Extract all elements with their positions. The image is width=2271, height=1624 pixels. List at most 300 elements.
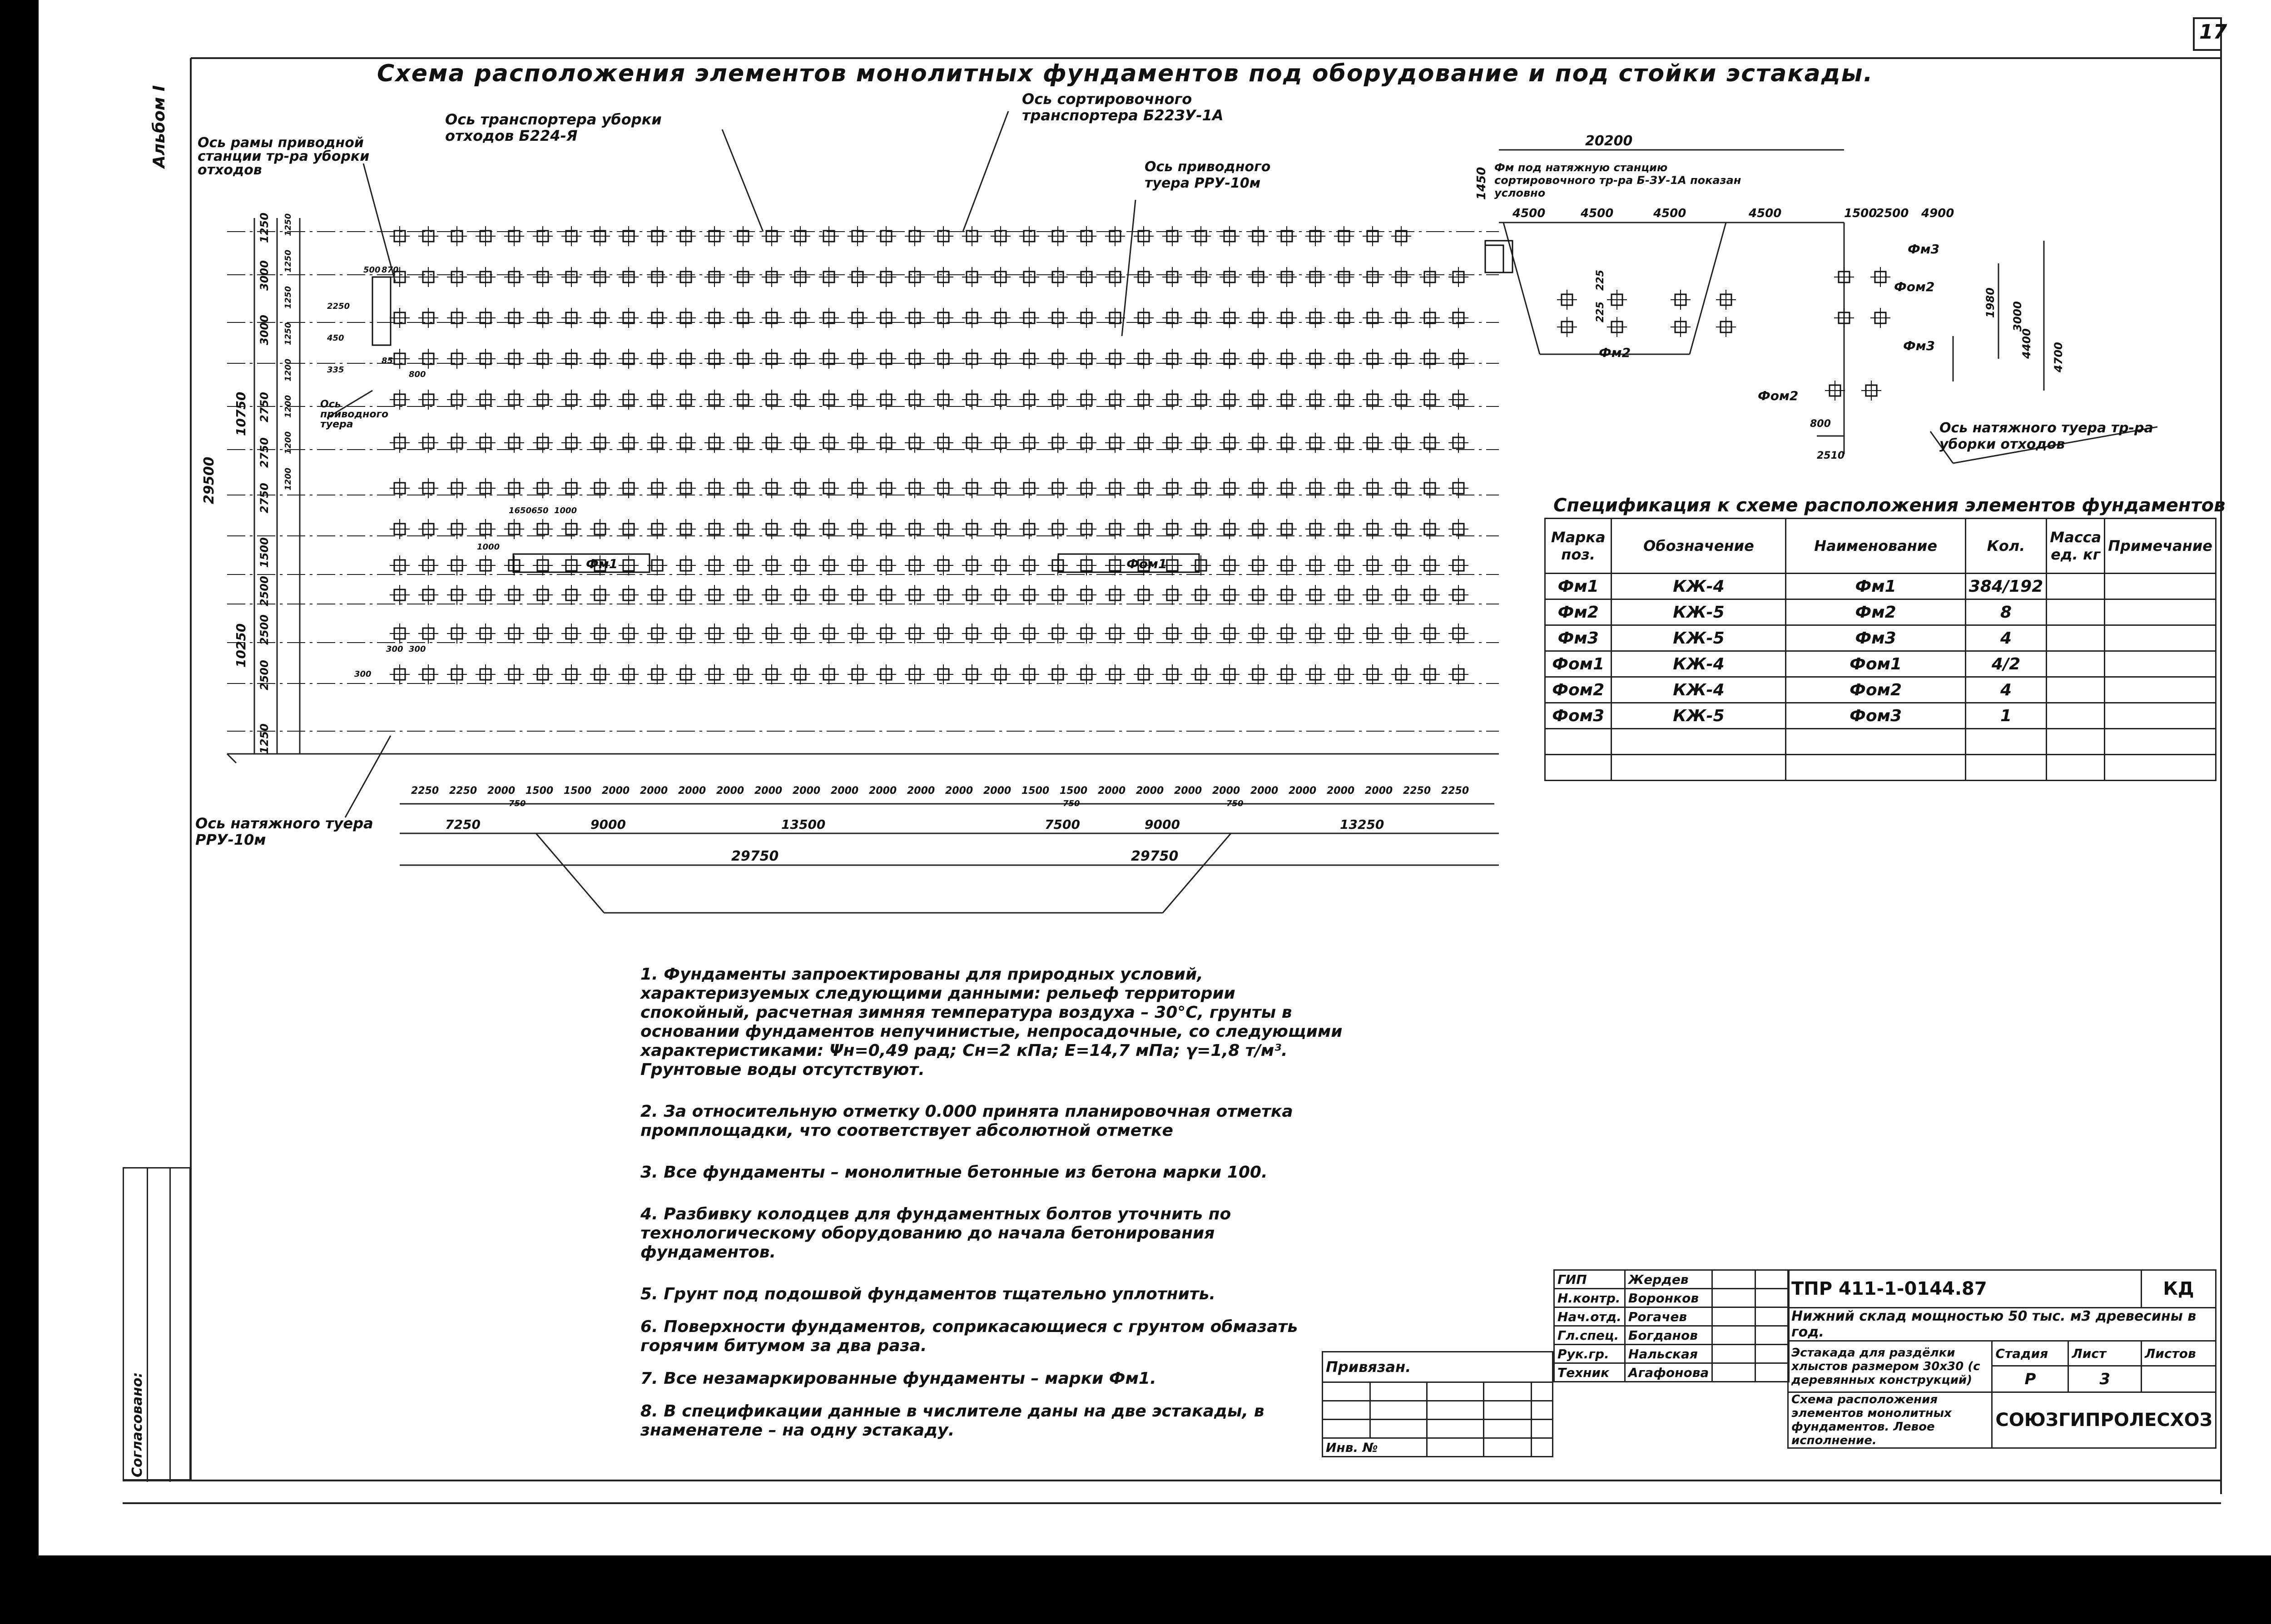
foundation-pier xyxy=(1448,664,1468,684)
foundation-pier xyxy=(933,624,953,644)
foundation-pier xyxy=(762,624,782,644)
foundation-pier xyxy=(1162,585,1182,605)
foundation-pier xyxy=(733,267,753,287)
spec-cell-note xyxy=(2105,651,2216,677)
foundation-pier xyxy=(1391,585,1411,605)
spec-row xyxy=(1545,729,2216,755)
stamp-bound: Привязан. xyxy=(1323,1352,1553,1382)
foundation-pier xyxy=(933,267,953,287)
foundation-pier xyxy=(447,308,467,328)
dim-top: 2500 xyxy=(1876,207,1909,220)
label-tension-station-note: Фм под натяжную станцию сортировочного тр-ра Б-ЗУ-1А показан условно xyxy=(1494,161,1741,199)
foundation-pier xyxy=(790,585,810,605)
foundation-pier xyxy=(819,555,839,575)
foundation-pier xyxy=(561,267,581,287)
foundation-pier xyxy=(1248,226,1268,246)
foundation-pier xyxy=(447,624,467,644)
foundation-pier xyxy=(676,226,696,246)
dim-misc: 500 xyxy=(363,265,381,275)
dim-bottom-row: 2000 xyxy=(1250,785,1279,797)
foundation-pier xyxy=(1048,624,1068,644)
spec-cell-name: Фом2 xyxy=(1786,677,1965,703)
dim-bottom-row: 2000 xyxy=(640,785,668,797)
foundation-pier xyxy=(504,267,524,287)
spec-header-mark: Марка поз. xyxy=(1545,519,1612,574)
spec-cell-note xyxy=(2105,625,2216,651)
foundation-pier xyxy=(533,664,553,684)
dim-bottom-row: 2000 xyxy=(831,785,859,797)
foundation-pier xyxy=(876,664,896,684)
stamp-sheet-title: Схема расположения элементов монолитных фундаментов. Левое исполнение. xyxy=(1788,1392,1992,1448)
dim-left-inner: 2750 xyxy=(258,392,271,422)
dim-left-inner: 2750 xyxy=(258,437,271,468)
foundation-pier xyxy=(1019,624,1039,644)
large-foundation xyxy=(1485,245,1503,272)
dim-left-inner: 1250 xyxy=(258,723,271,754)
foundation-pier xyxy=(762,267,782,287)
foundation-pier xyxy=(819,226,839,246)
dim-bottom-row: 2000 xyxy=(602,785,630,797)
dim-bottom-mid: 13500 xyxy=(781,817,826,832)
spec-cell-designation: КЖ-5 xyxy=(1612,703,1786,729)
dim-bottom-mid: 9000 xyxy=(1145,817,1180,832)
spec-cell-designation: КЖ-5 xyxy=(1612,599,1786,625)
foundation-pier xyxy=(1134,585,1154,605)
foundation-pier xyxy=(1277,624,1297,644)
label-drive-tuer-small: Ось приводного туера xyxy=(320,399,389,430)
foundation-pier xyxy=(790,555,810,575)
foundation-pier xyxy=(476,349,496,369)
foundation-pier xyxy=(1248,624,1268,644)
dim-top: 4500 xyxy=(1581,207,1614,220)
dim-bottom-row: 2250 xyxy=(1403,785,1431,797)
spec-cell-qty: 4 xyxy=(1965,625,2046,651)
stamp-date xyxy=(1755,1307,1789,1326)
foundation-pier xyxy=(1305,624,1325,644)
dim-left-inner: 1500 xyxy=(258,537,271,568)
foundation-pier xyxy=(476,585,496,605)
tension-pier xyxy=(1870,267,1890,287)
spec-cell-mark xyxy=(1545,729,1612,755)
tension-pier xyxy=(1716,317,1736,337)
stamp-subject: Эстакада для раздёлки хлыстов размером 30х30 (с деревянных конструкций) xyxy=(1788,1341,1992,1392)
foundation-pier xyxy=(504,308,524,328)
spec-header-row xyxy=(1545,519,2216,574)
foundation-pier xyxy=(1277,664,1297,684)
foundation-pier xyxy=(1220,664,1240,684)
note-3: 3. Все фундаменты – монолитные бетонные из бетона марки 100. xyxy=(640,1163,1268,1182)
foundation-pier xyxy=(1420,349,1440,369)
foundation-pier xyxy=(1076,585,1096,605)
label-drive-frame-axis: Ось рамы приводной станции тр-ра уборки отходов xyxy=(198,135,370,178)
foundation-pier xyxy=(1391,226,1411,246)
dim-bottom-row: 2000 xyxy=(716,785,744,797)
foundation-pier xyxy=(1134,308,1154,328)
stamp-person-row xyxy=(1554,1326,1789,1345)
foundation-pier xyxy=(390,555,410,575)
foundation-pier xyxy=(1162,624,1182,644)
foundation-pier xyxy=(1363,585,1383,605)
foundation-pier xyxy=(733,308,753,328)
foundation-pier xyxy=(1334,555,1354,575)
spec-header-name: Наименование xyxy=(1786,519,1965,574)
spec-cell-name: Фм3 xyxy=(1786,625,1965,651)
foundation-pier xyxy=(418,664,438,684)
foundation-pier xyxy=(1248,267,1268,287)
dim-bottom-row: 1500 xyxy=(564,785,592,797)
dim-left-fine: 1200 xyxy=(283,467,293,490)
dim-bottom-total: 29750 xyxy=(1131,848,1179,864)
foundation-pier xyxy=(647,226,667,246)
foundation-pier xyxy=(848,555,868,575)
stamp-date xyxy=(1755,1363,1789,1382)
foundation-pier xyxy=(762,308,782,328)
foundation-pier xyxy=(1334,624,1354,644)
stamp-sheet-label: Лист xyxy=(2068,1341,2142,1366)
foundation-pier xyxy=(1334,226,1354,246)
dim-misc: 870 xyxy=(382,265,399,275)
stamp-name: Богданов xyxy=(1625,1326,1712,1345)
tension-pier xyxy=(1557,290,1577,310)
foundation-pier xyxy=(1277,585,1297,605)
foundation-pier xyxy=(1191,585,1211,605)
spec-cell-name xyxy=(1786,755,1965,781)
foundation-pier xyxy=(1448,308,1468,328)
foundation-pier xyxy=(1019,664,1039,684)
foundation-pier xyxy=(1248,555,1268,575)
foundation-pier xyxy=(762,349,782,369)
foundation-pier xyxy=(1105,308,1125,328)
foundation-pier xyxy=(590,267,610,287)
dim-left-inner: 1250 xyxy=(258,213,271,243)
foundation-pier xyxy=(876,624,896,644)
stamp-date xyxy=(1755,1345,1789,1363)
foundation-pier xyxy=(962,349,982,369)
foundation-pier xyxy=(533,267,553,287)
foundation-pier xyxy=(676,624,696,644)
spec-row xyxy=(1545,755,2216,781)
spec-cell-qty xyxy=(1965,729,2046,755)
stamp-date xyxy=(1755,1326,1789,1345)
foundation-pier xyxy=(1448,349,1468,369)
foundation-pier xyxy=(647,267,667,287)
stamp-person-row xyxy=(1554,1270,1789,1289)
spec-cell-mass xyxy=(2047,755,2105,781)
dim-bottom-row: 2000 xyxy=(907,785,935,797)
side-stamp xyxy=(123,1167,191,1480)
foundation-pier xyxy=(533,585,553,605)
foundation-pier xyxy=(991,555,1011,575)
foundation-pier xyxy=(819,349,839,369)
foundation-pier xyxy=(905,226,925,246)
foundation-pier xyxy=(1048,308,1068,328)
dim-top: 4500 xyxy=(1749,207,1782,220)
foundation-pier xyxy=(1191,624,1211,644)
foundation-pier xyxy=(533,624,553,644)
foundation-pier xyxy=(476,267,496,287)
foundation-pier xyxy=(848,585,868,605)
spec-cell-designation: КЖ-4 xyxy=(1612,677,1786,703)
dim-misc: 85 xyxy=(382,356,393,366)
stamp-signature xyxy=(1712,1326,1755,1345)
foundation-pier xyxy=(676,555,696,575)
foundation-pier xyxy=(790,267,810,287)
foundation-pier xyxy=(1048,349,1068,369)
spec-row xyxy=(1545,677,2216,703)
foundation-pier xyxy=(1019,555,1039,575)
foundation-pier xyxy=(704,555,724,575)
dim-bottom-total: 29750 xyxy=(731,848,779,864)
dim-misc: 750 xyxy=(1226,799,1244,808)
stamp-name: Воронков xyxy=(1625,1289,1712,1307)
stamp-mark: КД xyxy=(2142,1270,2216,1308)
tension-pier xyxy=(1825,381,1845,401)
spec-cell-name: Фом3 xyxy=(1786,703,1965,729)
stamp-name: Жердев xyxy=(1625,1270,1712,1289)
tension-pier xyxy=(1671,317,1691,337)
spec-cell-mass xyxy=(2047,703,2105,729)
spec-cell-designation: КЖ-4 xyxy=(1612,574,1786,599)
mark-fm1-a: Фм1 xyxy=(586,556,618,571)
dim-misc: 1650 xyxy=(509,506,532,515)
dim-left-outer: 29500 xyxy=(201,456,217,504)
dim-left-fine: 1200 xyxy=(283,395,293,418)
spec-cell-mass xyxy=(2047,729,2105,755)
foundation-pier xyxy=(1277,349,1297,369)
mark-fm3-b: Фм3 xyxy=(1903,338,1935,353)
foundation-pier xyxy=(476,664,496,684)
foundation-pier xyxy=(504,349,524,369)
foundation-pier xyxy=(790,349,810,369)
dim-left-fine: 1200 xyxy=(283,358,293,381)
foundation-pier xyxy=(1162,664,1182,684)
foundation-pier xyxy=(1277,267,1297,287)
foundation-pier xyxy=(991,585,1011,605)
foundation-pier xyxy=(733,664,753,684)
note-4: 4. Разбивку колодцев для фундаментных болтов уточнить по технологическому оборудованию до начала бетонирования фундаментов. xyxy=(640,1205,1231,1262)
spec-cell-name xyxy=(1786,729,1965,755)
foundation-pier xyxy=(619,624,639,644)
foundation-pier xyxy=(1277,308,1297,328)
foundation-pier xyxy=(476,555,496,575)
foundation-pier xyxy=(533,226,553,246)
sheet-number: 17 xyxy=(2199,20,2227,44)
foundation-pier xyxy=(819,267,839,287)
stamp-signature xyxy=(1712,1307,1755,1326)
foundation-pier xyxy=(762,555,782,575)
foundation-pier xyxy=(1048,267,1068,287)
foundation-pier xyxy=(1220,226,1240,246)
foundation-pier xyxy=(1391,308,1411,328)
foundation-pier xyxy=(1048,664,1068,684)
dim-bottom-row: 2000 xyxy=(1289,785,1317,797)
mark-fom1-b: Фом1 xyxy=(1126,556,1167,571)
dim-top: 4500 xyxy=(1653,207,1686,220)
foundation-pier xyxy=(561,226,581,246)
foundation-pier xyxy=(1134,664,1154,684)
foundation-pier xyxy=(933,308,953,328)
foundation-pier xyxy=(848,308,868,328)
dim-left-fine: 1200 xyxy=(283,431,293,454)
foundation-pier xyxy=(704,349,724,369)
spec-cell-qty: 1 xyxy=(1965,703,2046,729)
foundation-pier xyxy=(762,585,782,605)
mark-fom2-a: Фом2 xyxy=(1894,279,1935,294)
foundation-pier xyxy=(1105,226,1125,246)
foundation-pier xyxy=(1220,267,1240,287)
foundation-pier xyxy=(1420,555,1440,575)
spec-row xyxy=(1545,574,2216,599)
dim-left-inner: 2500 xyxy=(258,660,271,690)
foundation-pier xyxy=(1162,226,1182,246)
foundation-pier xyxy=(704,267,724,287)
foundation-pier xyxy=(704,308,724,328)
stamp-role: Техник xyxy=(1554,1363,1625,1382)
foundation-pier xyxy=(1105,349,1125,369)
foundation-pier xyxy=(933,349,953,369)
dim-right-vert: 4700 xyxy=(2052,342,2065,372)
foundation-pier xyxy=(1391,267,1411,287)
foundation-pier xyxy=(1391,664,1411,684)
spec-cell-mark xyxy=(1545,755,1612,781)
spec-cell-qty: 384/192 xyxy=(1965,574,2046,599)
stamp-person-row xyxy=(1554,1307,1789,1326)
foundation-pier xyxy=(1363,267,1383,287)
mark-fm3-a: Фм3 xyxy=(1908,242,1940,257)
foundation-pier xyxy=(647,585,667,605)
dim-bottom-row: 2250 xyxy=(411,785,439,797)
foundation-pier xyxy=(418,585,438,605)
foundation-pier xyxy=(1048,585,1068,605)
dim-bottom-row: 2000 xyxy=(1327,785,1355,797)
foundation-pier xyxy=(1363,308,1383,328)
foundation-pier xyxy=(819,308,839,328)
tension-pier xyxy=(1607,317,1627,337)
foundation-pier xyxy=(418,624,438,644)
note-1: 1. Фундаменты запроектированы для природных условий, характеризуемых следующими данными: рельеф территории спокойный, расчетная зимняя температура воздуха – 30°С, грунты в основании фундаментов непучинистые, непросадочные, со следующими характеристиками: Ψн=0,49 рад; Сн=2 кПа; Е=14,7 мПа; γ=1,8 т/м³. Грунтовые воды отсутствуют. xyxy=(640,965,1343,1079)
foundation-pier xyxy=(561,664,581,684)
foundation-pier xyxy=(876,267,896,287)
spec-cell-name: Фом1 xyxy=(1786,651,1965,677)
foundation-pier xyxy=(991,226,1011,246)
foundation-pier xyxy=(590,226,610,246)
note-2: 2. За относительную отметку 0.000 принята планировочная отметка промплощадки, что соответствует абсолютной отметке xyxy=(640,1102,1293,1140)
spec-cell-note xyxy=(2105,574,2216,599)
foundation-pier xyxy=(647,308,667,328)
foundation-pier xyxy=(1105,664,1125,684)
spec-title: Спецификация к схеме расположения элементов фундаментов xyxy=(1553,495,2226,516)
label-drive-tuer-axis: Ось приводного туера РРУ-10м xyxy=(1145,159,1271,191)
dim-misc: 450 xyxy=(327,333,344,343)
foundation-pier xyxy=(590,585,610,605)
foundation-pier xyxy=(876,349,896,369)
foundation-pier xyxy=(1162,349,1182,369)
foundation-pier xyxy=(1248,349,1268,369)
dim-bottom-row: 2000 xyxy=(793,785,821,797)
dim-bottom-mid: 7250 xyxy=(445,817,481,832)
tension-pier xyxy=(1607,290,1627,310)
spec-cell-mark: Фм3 xyxy=(1545,625,1612,651)
foundation-pier xyxy=(1305,664,1325,684)
foundation-pier xyxy=(1134,349,1154,369)
stamp-date xyxy=(1755,1270,1789,1289)
tension-pier xyxy=(1834,267,1854,287)
note-8: 8. В спецификации данные в числителе даны на две эстакады, в знаменателе – на одну эстакаду. xyxy=(640,1402,1264,1440)
foundation-pier xyxy=(1420,308,1440,328)
dim-left-fine: 1250 xyxy=(283,286,293,309)
foundation-pier xyxy=(991,624,1011,644)
foundation-pier xyxy=(962,308,982,328)
dim-top-total: 20200 xyxy=(1585,133,1633,149)
foundation-pier xyxy=(733,226,753,246)
spec-cell-mark: Фм2 xyxy=(1545,599,1612,625)
spec-cell-mass xyxy=(2047,599,2105,625)
dim-bottom-row: 2000 xyxy=(487,785,516,797)
tension-pier xyxy=(1716,290,1736,310)
foundation-pier xyxy=(1076,664,1096,684)
dim-left-fine: 1250 xyxy=(283,322,293,345)
foundation-pier xyxy=(1019,308,1039,328)
main-stamp xyxy=(1787,1269,2216,1449)
foundation-pier xyxy=(962,664,982,684)
spec-cell-qty xyxy=(1965,755,2046,781)
dim-misc: 800 xyxy=(409,370,426,379)
spec-row xyxy=(1545,703,2216,729)
label-sorting-conveyor-axis: Ось сортировочного транспортера Б22ЗУ-1А xyxy=(1022,90,1224,124)
foundation-pier xyxy=(1305,555,1325,575)
foundation-pier xyxy=(647,555,667,575)
tension-pier xyxy=(1870,308,1890,328)
foundation-pier xyxy=(1076,349,1096,369)
stamp-name: Нальская xyxy=(1625,1345,1712,1363)
foundation-pier xyxy=(876,308,896,328)
spec-header-note: Примечание xyxy=(2105,519,2216,574)
foundation-pier xyxy=(1019,226,1039,246)
foundation-pier xyxy=(733,349,753,369)
foundation-pier xyxy=(933,555,953,575)
foundation-pier xyxy=(447,226,467,246)
dim-misc: 300 xyxy=(386,644,403,654)
dim-bottom-mid: 13250 xyxy=(1340,817,1384,832)
stamp-role: Гл.спец. xyxy=(1554,1326,1625,1345)
foundation-pier xyxy=(790,226,810,246)
foundation-pier xyxy=(619,585,639,605)
foundation-pier xyxy=(1191,226,1211,246)
foundation-pier xyxy=(790,664,810,684)
foundation-pier xyxy=(590,349,610,369)
foundation-pier xyxy=(1220,585,1240,605)
foundation-pier xyxy=(933,585,953,605)
foundation-pier xyxy=(1420,664,1440,684)
note-6: 6. Поверхности фундаментов, соприкасающиеся с грунтом обмазать горячим битумом за два раза. xyxy=(640,1317,1298,1355)
foundation-pier xyxy=(933,226,953,246)
stamp-sheet: 3 xyxy=(2068,1366,2142,1392)
foundation-pier xyxy=(390,585,410,605)
label-waste-conveyor-axis: Ось транспортера уборки отходов Б224-Я xyxy=(445,111,662,144)
foundation-pier xyxy=(1248,585,1268,605)
foundation-pier xyxy=(418,308,438,328)
foundation-pier xyxy=(447,555,467,575)
spec-cell-note xyxy=(2105,755,2216,781)
tension-pier xyxy=(1861,381,1881,401)
foundation-pier xyxy=(647,664,667,684)
foundation-pier xyxy=(1076,308,1096,328)
foundation-pier xyxy=(1076,624,1096,644)
dim-right-vert: 4400 xyxy=(2020,328,2033,359)
foundation-pier xyxy=(1363,664,1383,684)
bound-stamp xyxy=(1322,1351,1553,1457)
foundation-pier xyxy=(848,624,868,644)
